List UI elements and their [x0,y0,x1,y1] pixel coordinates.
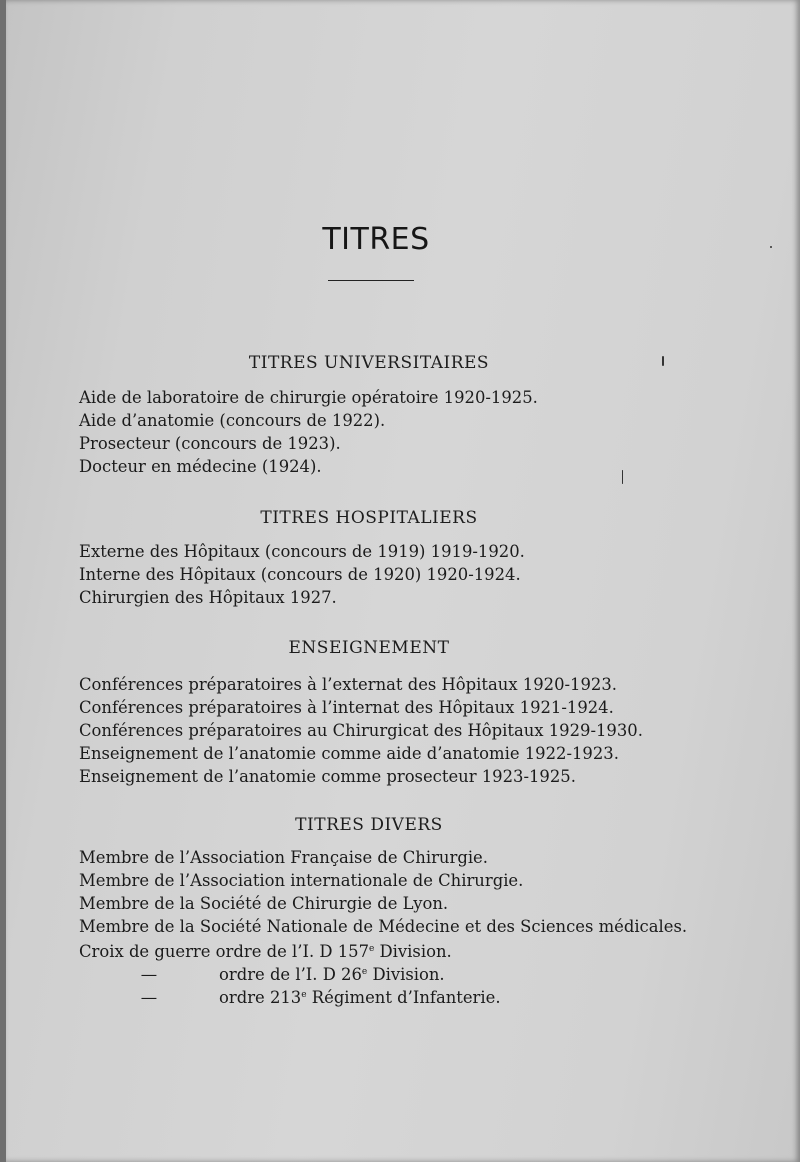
list-item: Docteur en médecine (1924). [79,457,322,476]
list-item: Membre de la Société Nationale de Médecine et des Sciences médicales. [79,917,688,936]
ordinal-suffix: e [369,944,375,954]
list-item: Membre de l’Association internationale de Chirurgie. [79,871,524,890]
section-heading-hospitaliers: TITRES HOSPITALIERS [260,508,478,528]
list-item: Enseignement de l’anatomie comme prosecteur 1923-1925. [79,767,576,786]
croix-row2-text: ordre de l’I. D 26 [219,965,362,984]
croix-lead: Croix de guerre ordre de l’I. D 157 [79,942,369,961]
list-item: Interne des Hôpitaux (concours de 1920) 1920-1924. [79,565,521,584]
ditto-dash: — [140,988,158,1007]
page-title: TITRES [322,222,430,257]
list-item: Membre de la Société de Chirurgie de Lyon. [79,894,449,913]
croix-row3-text: ordre 213 [219,988,302,1007]
scanned-page [6,0,800,1162]
section-list-enseignement [79,673,643,788]
section-heading-universitaires: TITRES UNIVERSITAIRES [248,353,490,373]
list-item: Conférences préparatoires à l’internat des Hôpitaux 1921-1924. [79,698,614,717]
croix-lead-tail: Division. [374,942,452,961]
title-underline [328,280,414,281]
list-item: Enseignement de l’anatomie comme aide d’anatomie 1922-1923. [79,744,619,763]
section-list-hospitaliers [79,540,525,609]
list-item: Chirurgien des Hôpitaux 1927. [79,588,337,607]
list-item: Aide de laboratoire de chirurgie opératoire 1920-1925. [79,388,538,407]
ordinal-suffix: e [361,967,368,977]
section-heading-enseignement: ENSEIGNEMENT [288,638,450,658]
section-list-universitaires [79,386,538,478]
section-list-divers [79,846,687,1007]
scan-speck [662,356,664,366]
croix-row-26 [79,961,687,984]
ditto-dash: — [140,965,158,984]
croix-row-213 [79,984,687,1007]
list-item: Aide d’anatomie (concours de 1922). [79,411,386,430]
croix-row2-tail: Division. [367,965,445,984]
list-item: Prosecteur (concours de 1923). [79,434,341,453]
scan-speck [622,470,623,484]
list-item: Externe des Hôpitaux (concours de 1919) 1919-1920. [79,542,525,561]
list-item: Membre de l’Association Française de Chirurgie. [79,848,488,867]
list-item: Conférences préparatoires au Chirurgicat des Hôpitaux 1929-1930. [79,721,643,740]
ordinal-suffix: e [301,990,307,1000]
scan-speck [770,246,772,248]
section-heading-divers: TITRES DIVERS [295,815,443,835]
croix-de-guerre-line [79,938,687,961]
croix-row3-tail: Régiment d’Infanterie. [306,988,501,1007]
list-item: Conférences préparatoires à l’externat des Hôpitaux 1920-1923. [79,675,617,694]
